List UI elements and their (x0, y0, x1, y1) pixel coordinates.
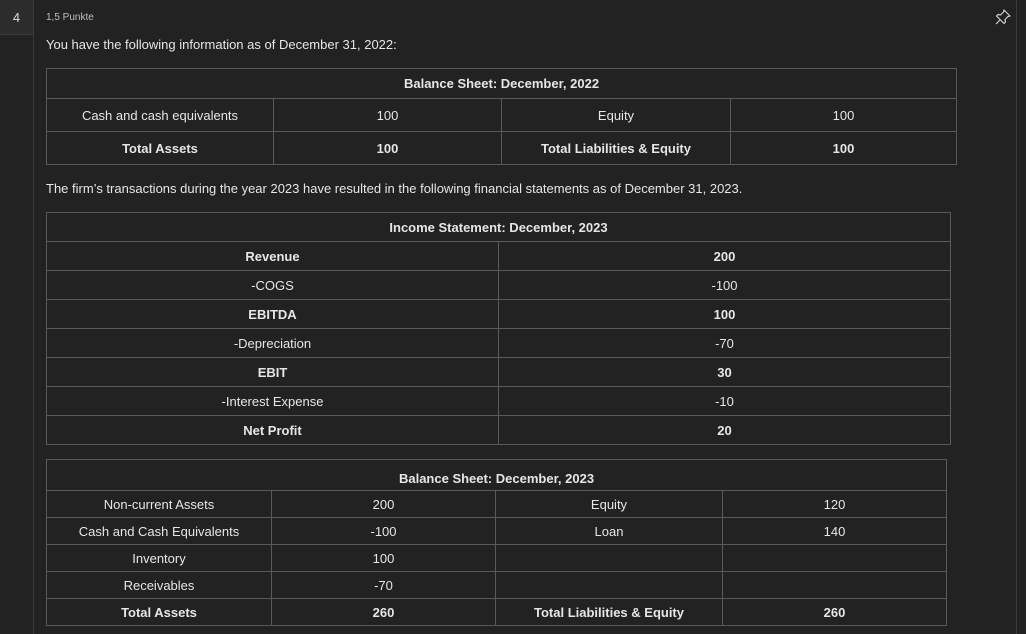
table-row (47, 491, 947, 518)
table-cell: EBITDA (47, 300, 499, 329)
table-cell: Revenue (47, 242, 499, 271)
table-cell: 100 (274, 132, 502, 165)
intro-text: You have the following information as of December 31, 2022: (46, 37, 397, 52)
table-cell: 120 (723, 491, 947, 518)
table-cell (496, 545, 723, 572)
table-row (47, 99, 957, 132)
table-cell: -10 (499, 387, 951, 416)
table-cell: Net Profit (47, 416, 499, 445)
table-cell: Equity (496, 491, 723, 518)
table-cell: Total Liabilities & Equity (496, 599, 723, 626)
table-row (47, 387, 951, 416)
income-statement-title: Income Statement: December, 2023 (47, 213, 951, 242)
table-row (47, 358, 951, 387)
table-cell: 200 (272, 491, 496, 518)
right-divider (1016, 0, 1017, 634)
table-cell: Total Liabilities & Equity (502, 132, 731, 165)
table-row (47, 271, 951, 300)
table-cell: EBIT (47, 358, 499, 387)
table-row (47, 300, 951, 329)
balance-sheet-2022-title: Balance Sheet: December, 2022 (47, 69, 957, 99)
table-row (47, 132, 957, 165)
table-cell (723, 545, 947, 572)
table-cell: -100 (499, 271, 951, 300)
table-cell: Non-current Assets (47, 491, 272, 518)
table-cell: Cash and Cash Equivalents (47, 518, 272, 545)
table-row (47, 416, 951, 445)
table-row (47, 518, 947, 545)
table-cell: 260 (723, 599, 947, 626)
table-cell: 30 (499, 358, 951, 387)
table-row (47, 599, 947, 626)
table-cell: 100 (499, 300, 951, 329)
table-cell: 100 (731, 132, 957, 165)
table-cell: -COGS (47, 271, 499, 300)
table-cell: -Depreciation (47, 329, 499, 358)
table-cell: Total Assets (47, 132, 274, 165)
table-cell: Total Assets (47, 599, 272, 626)
table-cell: 20 (499, 416, 951, 445)
table-cell: Loan (496, 518, 723, 545)
balance-sheet-2023-title: Balance Sheet: December, 2023 (47, 460, 947, 491)
balance-sheet-2022-table (46, 68, 957, 165)
table-row (47, 572, 947, 599)
table-cell: -70 (272, 572, 496, 599)
table-cell: Receivables (47, 572, 272, 599)
table-cell: -70 (499, 329, 951, 358)
transactions-text: The firm’s transactions during the year 2023 have resulted in the following financial statements as of December 31, 2023. (46, 181, 743, 196)
table-cell: -100 (272, 518, 496, 545)
table-cell: 140 (723, 518, 947, 545)
balance-sheet-2023-table (46, 459, 947, 626)
question-number: 4 (0, 0, 34, 35)
table-cell (496, 572, 723, 599)
table-cell: -Interest Expense (47, 387, 499, 416)
table-cell: 260 (272, 599, 496, 626)
table-cell: 100 (274, 99, 502, 132)
table-cell: 100 (272, 545, 496, 572)
left-divider (33, 34, 34, 634)
table-cell: 200 (499, 242, 951, 271)
table-row (47, 329, 951, 358)
table-cell: Inventory (47, 545, 272, 572)
table-cell: 100 (731, 99, 957, 132)
pin-icon[interactable] (994, 8, 1012, 26)
table-row (47, 545, 947, 572)
table-row (47, 242, 951, 271)
table-cell: Cash and cash equivalents (47, 99, 274, 132)
income-statement-2023-table (46, 212, 951, 445)
table-cell: Equity (502, 99, 731, 132)
question-points: 1,5 Punkte (46, 12, 94, 23)
table-cell (723, 572, 947, 599)
